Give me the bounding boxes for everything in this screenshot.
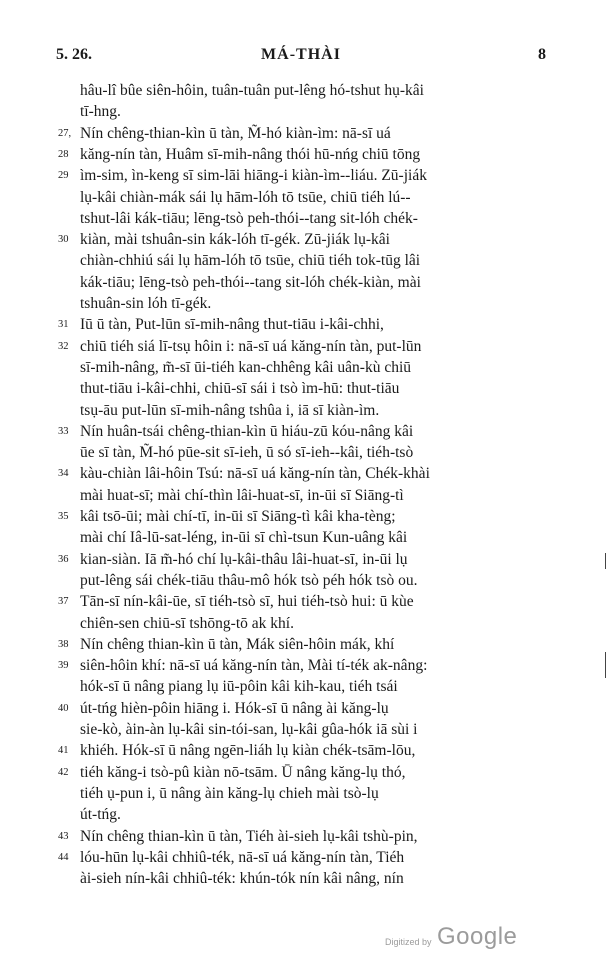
text-line: kák-tiāu; lēng-tsò peh-thói--tang sit-lóh chék-kiàn, mài (80, 273, 421, 291)
verse-number: 32 (58, 340, 69, 352)
text-line: Tān-sī nín-kâi-ūe, sī tiéh-tsò sī, hui tiéh-tsò hui: ū kùe (80, 593, 414, 611)
verse-number: 43 (58, 830, 69, 842)
text-line: thut-tiāu i-kâi-chhi, chiū-sī sái i tsò ìm-hū: thut-tiāu (80, 380, 400, 398)
text-line: kâi tsō-ūi; mài chí-tī, in-ūi sī Siāng-tì kâi kha-tèng; (80, 508, 396, 525)
text-line: mài huat-sī; mài chí-thìn lâi-huat-sī, in-ūi sī Siāng-tì (80, 486, 404, 504)
text-line: kàu-chiàn lâi-hôin Tsú: nā-sī uá kăng-nín tàn, Chék-khài (80, 465, 430, 483)
digitized-by-label: Digitized by (385, 937, 432, 947)
verse-number: 34 (58, 468, 69, 480)
text-line: kăng-nín tàn, Huâm sī-mih-nâng thói hū-nńg chiū tōng (80, 145, 421, 163)
google-wordmark: Google (437, 923, 518, 950)
text-line: ài-sieh nín-kâi chhiû-ték: khún-tók nín kâi nâng, nín (80, 870, 404, 888)
verse-number: 38 (58, 638, 69, 650)
text-line: út-tńg hièn-pôin hiāng i. Hók-sī ū nâng ài kăng-lụ (80, 699, 389, 717)
text-line: tiéh kăng-i tsò-pû kiàn nō-tsām. Ū nâng kăng-lụ thó, (80, 763, 406, 781)
text-line: tsụ-āu put-lūn sī-mih-nâng tshûa i, iā sī kiàn-ìm. (80, 401, 380, 419)
verse-number: 36 (58, 553, 69, 565)
text-line: chiên-sen chiū-sī tshōng-tō ak khí. (80, 614, 294, 632)
text-line: tī-hng. (80, 103, 121, 121)
verse-number: 33 (58, 425, 69, 437)
verse-number: 39 (58, 660, 69, 672)
verse-number: 44 (58, 851, 69, 863)
text-line: put-lêng sái chék-tiāu thâu-mô hók tsò péh hók tsò ou. (80, 571, 418, 589)
text-line: sī-mih-nâng, m̃-sī ūi-tiéh kan-chhêng kâi uân-kù chiū (80, 358, 412, 376)
text-line: siên-hôin khí: nā-sī uá kăng-nín tàn, Mài tí-ték ak-nâng: (80, 657, 428, 675)
text-line: hâu-lî bûe siên-hôin, tuân-tuân put-lêng hó-tshut hụ-kâi (80, 82, 424, 99)
text-line: Nín chêng-thian-kìn ū tàn, M̃-hó kiàn-ìm: nā-sī uá (80, 124, 391, 142)
verse-number: 29 (58, 170, 69, 182)
text-line: sie-kò, àin-àn lụ-kâi sin-tói-san, lụ-kâi gûa-hók iā sùi i (80, 721, 418, 738)
verse-number: 37 (58, 596, 69, 608)
text-line: chiū tiéh siá lī-tsụ hôin i: nā-sī uá kăng-nín tàn, put-lūn (80, 337, 422, 355)
text-line: tiéh ụ-pun i, ū nâng àin kăng-lụ chieh mài tsò-lụ (80, 784, 379, 802)
book-title: MÁ-THÀI (261, 46, 341, 63)
text-line: ūe sī tàn, M̃-hó pūe-sit sī-ieh, ū só sī-ieh--kâi, tiéh-tsò (80, 444, 414, 462)
verse-number: 42 (58, 766, 69, 778)
text-line: Nín huân-tsái chêng-thian-kìn ū hiáu-zū kóu-nâng kâi (80, 422, 414, 440)
verse-number: 41 (58, 745, 69, 757)
verse-number: 35 (58, 511, 69, 522)
text-line: khiéh. Hók-sī ū nâng ngēn-liáh lụ kiàn chék-tsām-lōu, (80, 742, 416, 760)
text-line: Nín chêng thian-kìn ū tàn, Mák siên-hôin mák, khí (80, 635, 395, 653)
page-number: 8 (538, 46, 546, 63)
running-header (56, 46, 546, 68)
page-edge-mark (605, 553, 606, 569)
text-line: Iū ū tàn, Put-lūn sī-mih-nâng thut-tiāu i-kâi-chhi, (80, 316, 384, 334)
text-line: kian-siàn. Iā m̃-hó chí lụ-kâi-thâu lâi-huat-sī, in-ūi lụ (80, 550, 408, 568)
verse-number: 31 (58, 319, 69, 331)
text-line: Nín chêng thian-kìn ū tàn, Tiéh ài-sieh lụ-kâi tshù-pin, (80, 827, 418, 845)
page-edge-mark (605, 652, 606, 678)
text-line: lóu-hūn lụ-kâi chhiû-ték, nā-sī uá kăng-nín tàn, Tiéh (80, 848, 405, 866)
text-line: kiàn, mài tshuân-sin kák-lóh tī-gék. Zū-jiák lụ-kâi (80, 231, 390, 249)
text-line: tshuân-sin lóh tī-gék. (80, 295, 212, 312)
verse-number: 30 (58, 234, 69, 246)
chapter-verse-ref: 5. 26. (56, 46, 92, 63)
text-line: mài chí Iâ-lū-sat-léng, in-ūi sī chì-tsun Kun-uâng kâi (80, 529, 408, 547)
verse-number: 27, 28 (58, 127, 72, 160)
text-line: út-tńg. (80, 806, 121, 824)
verse-number: 40 (58, 702, 69, 714)
digitization-watermark (385, 923, 545, 953)
text-line: chiàn-chhiú sái lụ hām-lóh tō tsūe, chiū tiéh tok-tūg lâi (80, 252, 421, 270)
text-line: tshut-lâi kák-tiāu; lēng-tsò peh-thói--tang sit-lóh chék- (80, 209, 418, 227)
text-line: hók-sī ū nâng piang lụ iū-pôin kâi kih-kau, tiéh tsái (80, 678, 398, 696)
text-line: lụ-kâi chiàn-mák sái lụ hām-lóh tō tsūe, chiū tiéh lú-- (80, 188, 411, 206)
text-line: ìm-sim, ìn-keng sī sim-lāi hiāng-i kiàn-ìm--liáu. Zū-jiák (80, 167, 427, 185)
